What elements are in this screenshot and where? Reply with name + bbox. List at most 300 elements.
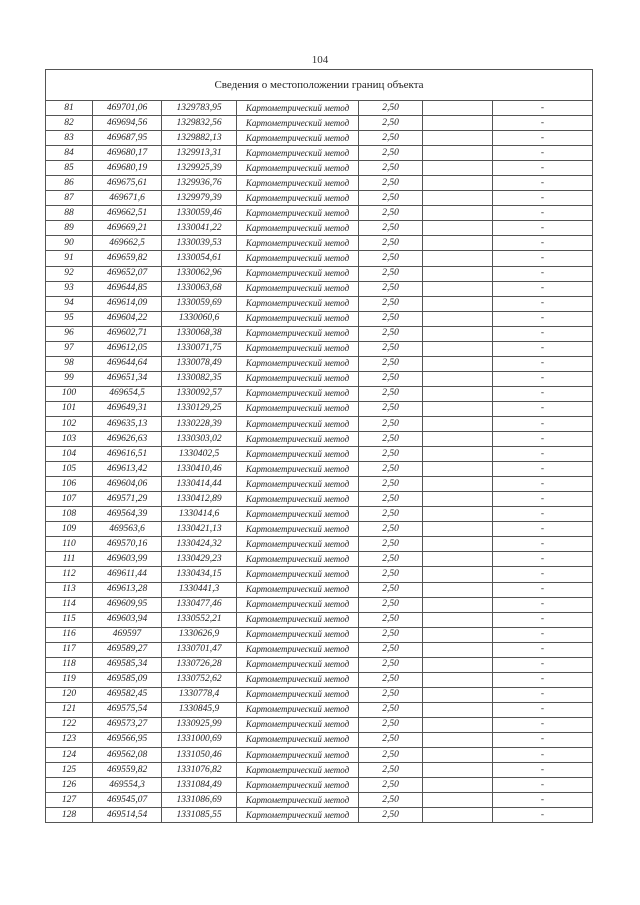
cell-point-number: 102 (46, 416, 93, 431)
cell-method: Картометрический метод (237, 808, 359, 823)
cell-coord-x: 469564,39 (93, 507, 162, 522)
cell-extra (423, 251, 493, 266)
table-row (46, 356, 593, 371)
cell-coord-x: 469611,44 (93, 567, 162, 582)
cell-point-number: 95 (46, 311, 93, 326)
cell-accuracy: 2,50 (359, 416, 423, 431)
table-row (46, 116, 593, 131)
cell-method: Картометрический метод (237, 687, 359, 702)
cell-method: Картометрический метод (237, 537, 359, 552)
cell-accuracy: 2,50 (359, 597, 423, 612)
cell-extra (423, 477, 493, 492)
cell-coord-y: 1329925,39 (162, 161, 237, 176)
table-row (46, 612, 593, 627)
cell-description: - (493, 251, 593, 266)
cell-coord-y: 1330059,46 (162, 206, 237, 221)
cell-description: - (493, 627, 593, 642)
cell-description: - (493, 221, 593, 236)
table-title: Сведения о местоположении границ объекта (46, 70, 593, 101)
cell-description: - (493, 146, 593, 161)
cell-description: - (493, 793, 593, 808)
table-row (46, 191, 593, 206)
cell-description: - (493, 808, 593, 823)
cell-description: - (493, 507, 593, 522)
cell-coord-y: 1330421,13 (162, 522, 237, 537)
table-row (46, 386, 593, 401)
cell-accuracy: 2,50 (359, 311, 423, 326)
cell-extra (423, 612, 493, 627)
cell-extra (423, 642, 493, 657)
cell-coord-y: 1331084,49 (162, 778, 237, 793)
cell-description: - (493, 281, 593, 296)
cell-accuracy: 2,50 (359, 341, 423, 356)
cell-extra (423, 386, 493, 401)
cell-method: Картометрический метод (237, 447, 359, 462)
cell-description: - (493, 687, 593, 702)
cell-point-number: 106 (46, 477, 93, 492)
cell-accuracy: 2,50 (359, 401, 423, 416)
cell-accuracy: 2,50 (359, 492, 423, 507)
cell-point-number: 98 (46, 356, 93, 371)
cell-extra (423, 552, 493, 567)
cell-coord-y: 1330552,21 (162, 612, 237, 627)
cell-coord-y: 1331076,82 (162, 763, 237, 778)
cell-description: - (493, 116, 593, 131)
table-row (46, 597, 593, 612)
cell-extra (423, 326, 493, 341)
cell-method: Картометрический метод (237, 206, 359, 221)
cell-coord-x: 469514,54 (93, 808, 162, 823)
cell-point-number: 120 (46, 687, 93, 702)
cell-extra (423, 131, 493, 146)
cell-accuracy: 2,50 (359, 101, 423, 116)
cell-point-number: 121 (46, 702, 93, 717)
table-row (46, 176, 593, 191)
cell-coord-x: 469652,07 (93, 266, 162, 281)
cell-coord-x: 469582,45 (93, 687, 162, 702)
cell-accuracy: 2,50 (359, 672, 423, 687)
cell-point-number: 126 (46, 778, 93, 793)
cell-point-number: 86 (46, 176, 93, 191)
table-row (46, 507, 593, 522)
cell-accuracy: 2,50 (359, 356, 423, 371)
cell-point-number: 103 (46, 432, 93, 447)
cell-extra (423, 416, 493, 431)
cell-accuracy: 2,50 (359, 326, 423, 341)
cell-point-number: 89 (46, 221, 93, 236)
cell-description: - (493, 732, 593, 747)
cell-method: Картометрический метод (237, 717, 359, 732)
cell-accuracy: 2,50 (359, 116, 423, 131)
cell-coord-x: 469604,22 (93, 311, 162, 326)
cell-coord-x: 469635,13 (93, 416, 162, 431)
cell-accuracy: 2,50 (359, 161, 423, 176)
cell-description: - (493, 326, 593, 341)
cell-extra (423, 748, 493, 763)
cell-method: Картометрический метод (237, 386, 359, 401)
table-body (46, 101, 593, 823)
cell-accuracy: 2,50 (359, 627, 423, 642)
cell-method: Картометрический метод (237, 101, 359, 116)
cell-coord-y: 1330701,47 (162, 642, 237, 657)
cell-accuracy: 2,50 (359, 808, 423, 823)
cell-description: - (493, 447, 593, 462)
table-row (46, 552, 593, 567)
table-row (46, 462, 593, 477)
cell-coord-y: 1331086,69 (162, 793, 237, 808)
page-number: 104 (311, 54, 329, 66)
cell-description: - (493, 492, 593, 507)
cell-method: Картометрический метод (237, 748, 359, 763)
cell-point-number: 107 (46, 492, 93, 507)
cell-accuracy: 2,50 (359, 748, 423, 763)
cell-method: Картометрический метод (237, 281, 359, 296)
cell-method: Картометрический метод (237, 311, 359, 326)
cell-method: Картометрический метод (237, 176, 359, 191)
cell-point-number: 113 (46, 582, 93, 597)
cell-description: - (493, 748, 593, 763)
cell-point-number: 105 (46, 462, 93, 477)
cell-coord-y: 1330054,61 (162, 251, 237, 266)
cell-coord-x: 469545,07 (93, 793, 162, 808)
cell-point-number: 112 (46, 567, 93, 582)
cell-point-number: 85 (46, 161, 93, 176)
cell-coord-y: 1330228,39 (162, 416, 237, 431)
cell-point-number: 97 (46, 341, 93, 356)
cell-description: - (493, 672, 593, 687)
cell-method: Картометрический метод (237, 763, 359, 778)
cell-point-number: 84 (46, 146, 93, 161)
cell-coord-x: 469669,21 (93, 221, 162, 236)
cell-coord-x: 469612,05 (93, 341, 162, 356)
cell-extra (423, 793, 493, 808)
cell-point-number: 114 (46, 597, 93, 612)
cell-point-number: 127 (46, 793, 93, 808)
cell-method: Картометрический метод (237, 702, 359, 717)
table-row (46, 808, 593, 823)
cell-coord-y: 1330071,75 (162, 341, 237, 356)
cell-point-number: 94 (46, 296, 93, 311)
cell-accuracy: 2,50 (359, 296, 423, 311)
cell-coord-x: 469701,06 (93, 101, 162, 116)
cell-coord-x: 469662,5 (93, 236, 162, 251)
cell-method: Картометрический метод (237, 356, 359, 371)
cell-coord-y: 1330778,4 (162, 687, 237, 702)
table-row (46, 627, 593, 642)
cell-coord-y: 1330434,15 (162, 567, 237, 582)
cell-method: Картометрический метод (237, 778, 359, 793)
cell-point-number: 115 (46, 612, 93, 627)
table-row (46, 281, 593, 296)
cell-accuracy: 2,50 (359, 687, 423, 702)
table-row (46, 206, 593, 221)
cell-extra (423, 627, 493, 642)
cell-extra (423, 281, 493, 296)
cell-extra (423, 808, 493, 823)
cell-description: - (493, 131, 593, 146)
cell-point-number: 93 (46, 281, 93, 296)
cell-coord-x: 469566,95 (93, 732, 162, 747)
cell-description: - (493, 597, 593, 612)
table-row (46, 522, 593, 537)
cell-method: Картометрический метод (237, 296, 359, 311)
cell-point-number: 119 (46, 672, 93, 687)
cell-coord-x: 469694,56 (93, 116, 162, 131)
table-row (46, 266, 593, 281)
cell-coord-x: 469585,09 (93, 672, 162, 687)
cell-extra (423, 702, 493, 717)
cell-accuracy: 2,50 (359, 146, 423, 161)
cell-method: Картометрический метод (237, 401, 359, 416)
table-row (46, 101, 593, 116)
cell-accuracy: 2,50 (359, 477, 423, 492)
cell-coord-x: 469613,28 (93, 582, 162, 597)
table-row (46, 778, 593, 793)
cell-coord-y: 1330303,02 (162, 432, 237, 447)
cell-extra (423, 447, 493, 462)
cell-method: Картометрический метод (237, 221, 359, 236)
cell-method: Картометрический метод (237, 146, 359, 161)
cell-description: - (493, 567, 593, 582)
cell-coord-y: 1329913,31 (162, 146, 237, 161)
cell-point-number: 110 (46, 537, 93, 552)
cell-method: Картометрический метод (237, 236, 359, 251)
cell-coord-y: 1330429,23 (162, 552, 237, 567)
cell-coord-y: 1330063,68 (162, 281, 237, 296)
cell-extra (423, 507, 493, 522)
cell-accuracy: 2,50 (359, 432, 423, 447)
table-row (46, 146, 593, 161)
cell-coord-y: 1330062,96 (162, 266, 237, 281)
cell-point-number: 122 (46, 717, 93, 732)
cell-point-number: 124 (46, 748, 93, 763)
cell-method: Картометрический метод (237, 266, 359, 281)
table-row (46, 702, 593, 717)
table-row (46, 763, 593, 778)
cell-method: Картометрический метод (237, 627, 359, 642)
cell-accuracy: 2,50 (359, 763, 423, 778)
cell-accuracy: 2,50 (359, 567, 423, 582)
cell-coord-x: 469626,63 (93, 432, 162, 447)
cell-method: Картометрический метод (237, 191, 359, 206)
table-row (46, 161, 593, 176)
cell-coord-y: 1330402,5 (162, 447, 237, 462)
cell-coord-y: 1330059,69 (162, 296, 237, 311)
cell-accuracy: 2,50 (359, 702, 423, 717)
cell-description: - (493, 717, 593, 732)
cell-method: Картометрический метод (237, 131, 359, 146)
cell-description: - (493, 341, 593, 356)
cell-point-number: 104 (46, 447, 93, 462)
cell-point-number: 99 (46, 371, 93, 386)
cell-coord-x: 469680,17 (93, 146, 162, 161)
cell-accuracy: 2,50 (359, 236, 423, 251)
cell-accuracy: 2,50 (359, 793, 423, 808)
table-row (46, 537, 593, 552)
cell-coord-y: 1329936,76 (162, 176, 237, 191)
cell-extra (423, 296, 493, 311)
cell-method: Картометрический метод (237, 642, 359, 657)
cell-method: Картометрический метод (237, 161, 359, 176)
cell-method: Картометрический метод (237, 432, 359, 447)
cell-accuracy: 2,50 (359, 657, 423, 672)
table-row (46, 582, 593, 597)
cell-method: Картометрический метод (237, 582, 359, 597)
cell-coord-y: 1330129,25 (162, 401, 237, 416)
cell-accuracy: 2,50 (359, 176, 423, 191)
table-row (46, 567, 593, 582)
table-row (46, 657, 593, 672)
cell-extra (423, 732, 493, 747)
cell-method: Картометрический метод (237, 507, 359, 522)
table-row (46, 687, 593, 702)
cell-extra (423, 221, 493, 236)
cell-description: - (493, 537, 593, 552)
cell-description: - (493, 432, 593, 447)
cell-accuracy: 2,50 (359, 266, 423, 281)
cell-extra (423, 492, 493, 507)
table-row (46, 371, 593, 386)
cell-description: - (493, 191, 593, 206)
cell-accuracy: 2,50 (359, 386, 423, 401)
cell-extra (423, 161, 493, 176)
cell-extra (423, 236, 493, 251)
cell-point-number: 109 (46, 522, 93, 537)
table-row (46, 221, 593, 236)
cell-description: - (493, 311, 593, 326)
cell-point-number: 101 (46, 401, 93, 416)
cell-extra (423, 116, 493, 131)
cell-method: Картометрический метод (237, 462, 359, 477)
cell-coord-y: 1329882,13 (162, 131, 237, 146)
cell-method: Картометрический метод (237, 732, 359, 747)
cell-accuracy: 2,50 (359, 732, 423, 747)
cell-description: - (493, 462, 593, 477)
cell-coord-x: 469604,06 (93, 477, 162, 492)
table-row (46, 131, 593, 146)
cell-coord-x: 469675,61 (93, 176, 162, 191)
cell-coord-y: 1330752,62 (162, 672, 237, 687)
cell-coord-x: 469687,95 (93, 131, 162, 146)
cell-method: Картометрический метод (237, 567, 359, 582)
cell-extra (423, 522, 493, 537)
cell-coord-x: 469603,94 (93, 612, 162, 627)
cell-point-number: 96 (46, 326, 93, 341)
cell-description: - (493, 266, 593, 281)
table-row (46, 642, 593, 657)
cell-coord-x: 469559,82 (93, 763, 162, 778)
table-row (46, 492, 593, 507)
cell-description: - (493, 702, 593, 717)
cell-coord-x: 469651,34 (93, 371, 162, 386)
table-row (46, 251, 593, 266)
cell-coord-y: 1330078,49 (162, 356, 237, 371)
cell-coord-x: 469573,27 (93, 717, 162, 732)
cell-accuracy: 2,50 (359, 612, 423, 627)
table-row (46, 236, 593, 251)
cell-extra (423, 537, 493, 552)
cell-coord-x: 469616,51 (93, 447, 162, 462)
cell-extra (423, 567, 493, 582)
cell-description: - (493, 176, 593, 191)
cell-coord-x: 469613,42 (93, 462, 162, 477)
cell-point-number: 116 (46, 627, 93, 642)
cell-extra (423, 687, 493, 702)
cell-extra (423, 657, 493, 672)
table-row (46, 717, 593, 732)
cell-description: - (493, 612, 593, 627)
cell-coord-x: 469603,99 (93, 552, 162, 567)
cell-method: Картометрический метод (237, 612, 359, 627)
cell-description: - (493, 296, 593, 311)
boundary-table (45, 69, 593, 823)
table-row (46, 477, 593, 492)
cell-description: - (493, 416, 593, 431)
cell-extra (423, 778, 493, 793)
cell-point-number: 108 (46, 507, 93, 522)
cell-coord-y: 1329832,56 (162, 116, 237, 131)
table-title-row (46, 70, 593, 101)
cell-extra (423, 191, 493, 206)
cell-method: Картометрический метод (237, 522, 359, 537)
cell-method: Картометрический метод (237, 477, 359, 492)
cell-extra (423, 401, 493, 416)
cell-description: - (493, 477, 593, 492)
cell-coord-x: 469644,85 (93, 281, 162, 296)
cell-accuracy: 2,50 (359, 552, 423, 567)
cell-coord-x: 469597 (93, 627, 162, 642)
cell-point-number: 90 (46, 236, 93, 251)
cell-coord-y: 1330039,53 (162, 236, 237, 251)
cell-coord-x: 469654,5 (93, 386, 162, 401)
cell-coord-y: 1331085,55 (162, 808, 237, 823)
cell-description: - (493, 101, 593, 116)
cell-coord-y: 1331000,69 (162, 732, 237, 747)
cell-point-number: 83 (46, 131, 93, 146)
cell-accuracy: 2,50 (359, 522, 423, 537)
cell-accuracy: 2,50 (359, 462, 423, 477)
cell-description: - (493, 522, 593, 537)
table-row (46, 447, 593, 462)
cell-extra (423, 371, 493, 386)
cell-method: Картометрический метод (237, 492, 359, 507)
cell-point-number: 88 (46, 206, 93, 221)
cell-coord-y: 1330068,38 (162, 326, 237, 341)
cell-coord-x: 469562,08 (93, 748, 162, 763)
cell-coord-x: 469649,31 (93, 401, 162, 416)
cell-extra (423, 176, 493, 191)
cell-method: Картометрический метод (237, 416, 359, 431)
cell-method: Картометрический метод (237, 657, 359, 672)
cell-description: - (493, 763, 593, 778)
cell-extra (423, 432, 493, 447)
cell-accuracy: 2,50 (359, 251, 423, 266)
cell-coord-x: 469602,71 (93, 326, 162, 341)
cell-method: Картометрический метод (237, 672, 359, 687)
cell-accuracy: 2,50 (359, 206, 423, 221)
table-row (46, 401, 593, 416)
cell-extra (423, 763, 493, 778)
cell-coord-y: 1330410,46 (162, 462, 237, 477)
cell-description: - (493, 552, 593, 567)
cell-point-number: 118 (46, 657, 93, 672)
cell-coord-y: 1330412,89 (162, 492, 237, 507)
cell-accuracy: 2,50 (359, 717, 423, 732)
cell-method: Картометрический метод (237, 116, 359, 131)
cell-accuracy: 2,50 (359, 778, 423, 793)
cell-extra (423, 311, 493, 326)
cell-coord-y: 1331050,46 (162, 748, 237, 763)
